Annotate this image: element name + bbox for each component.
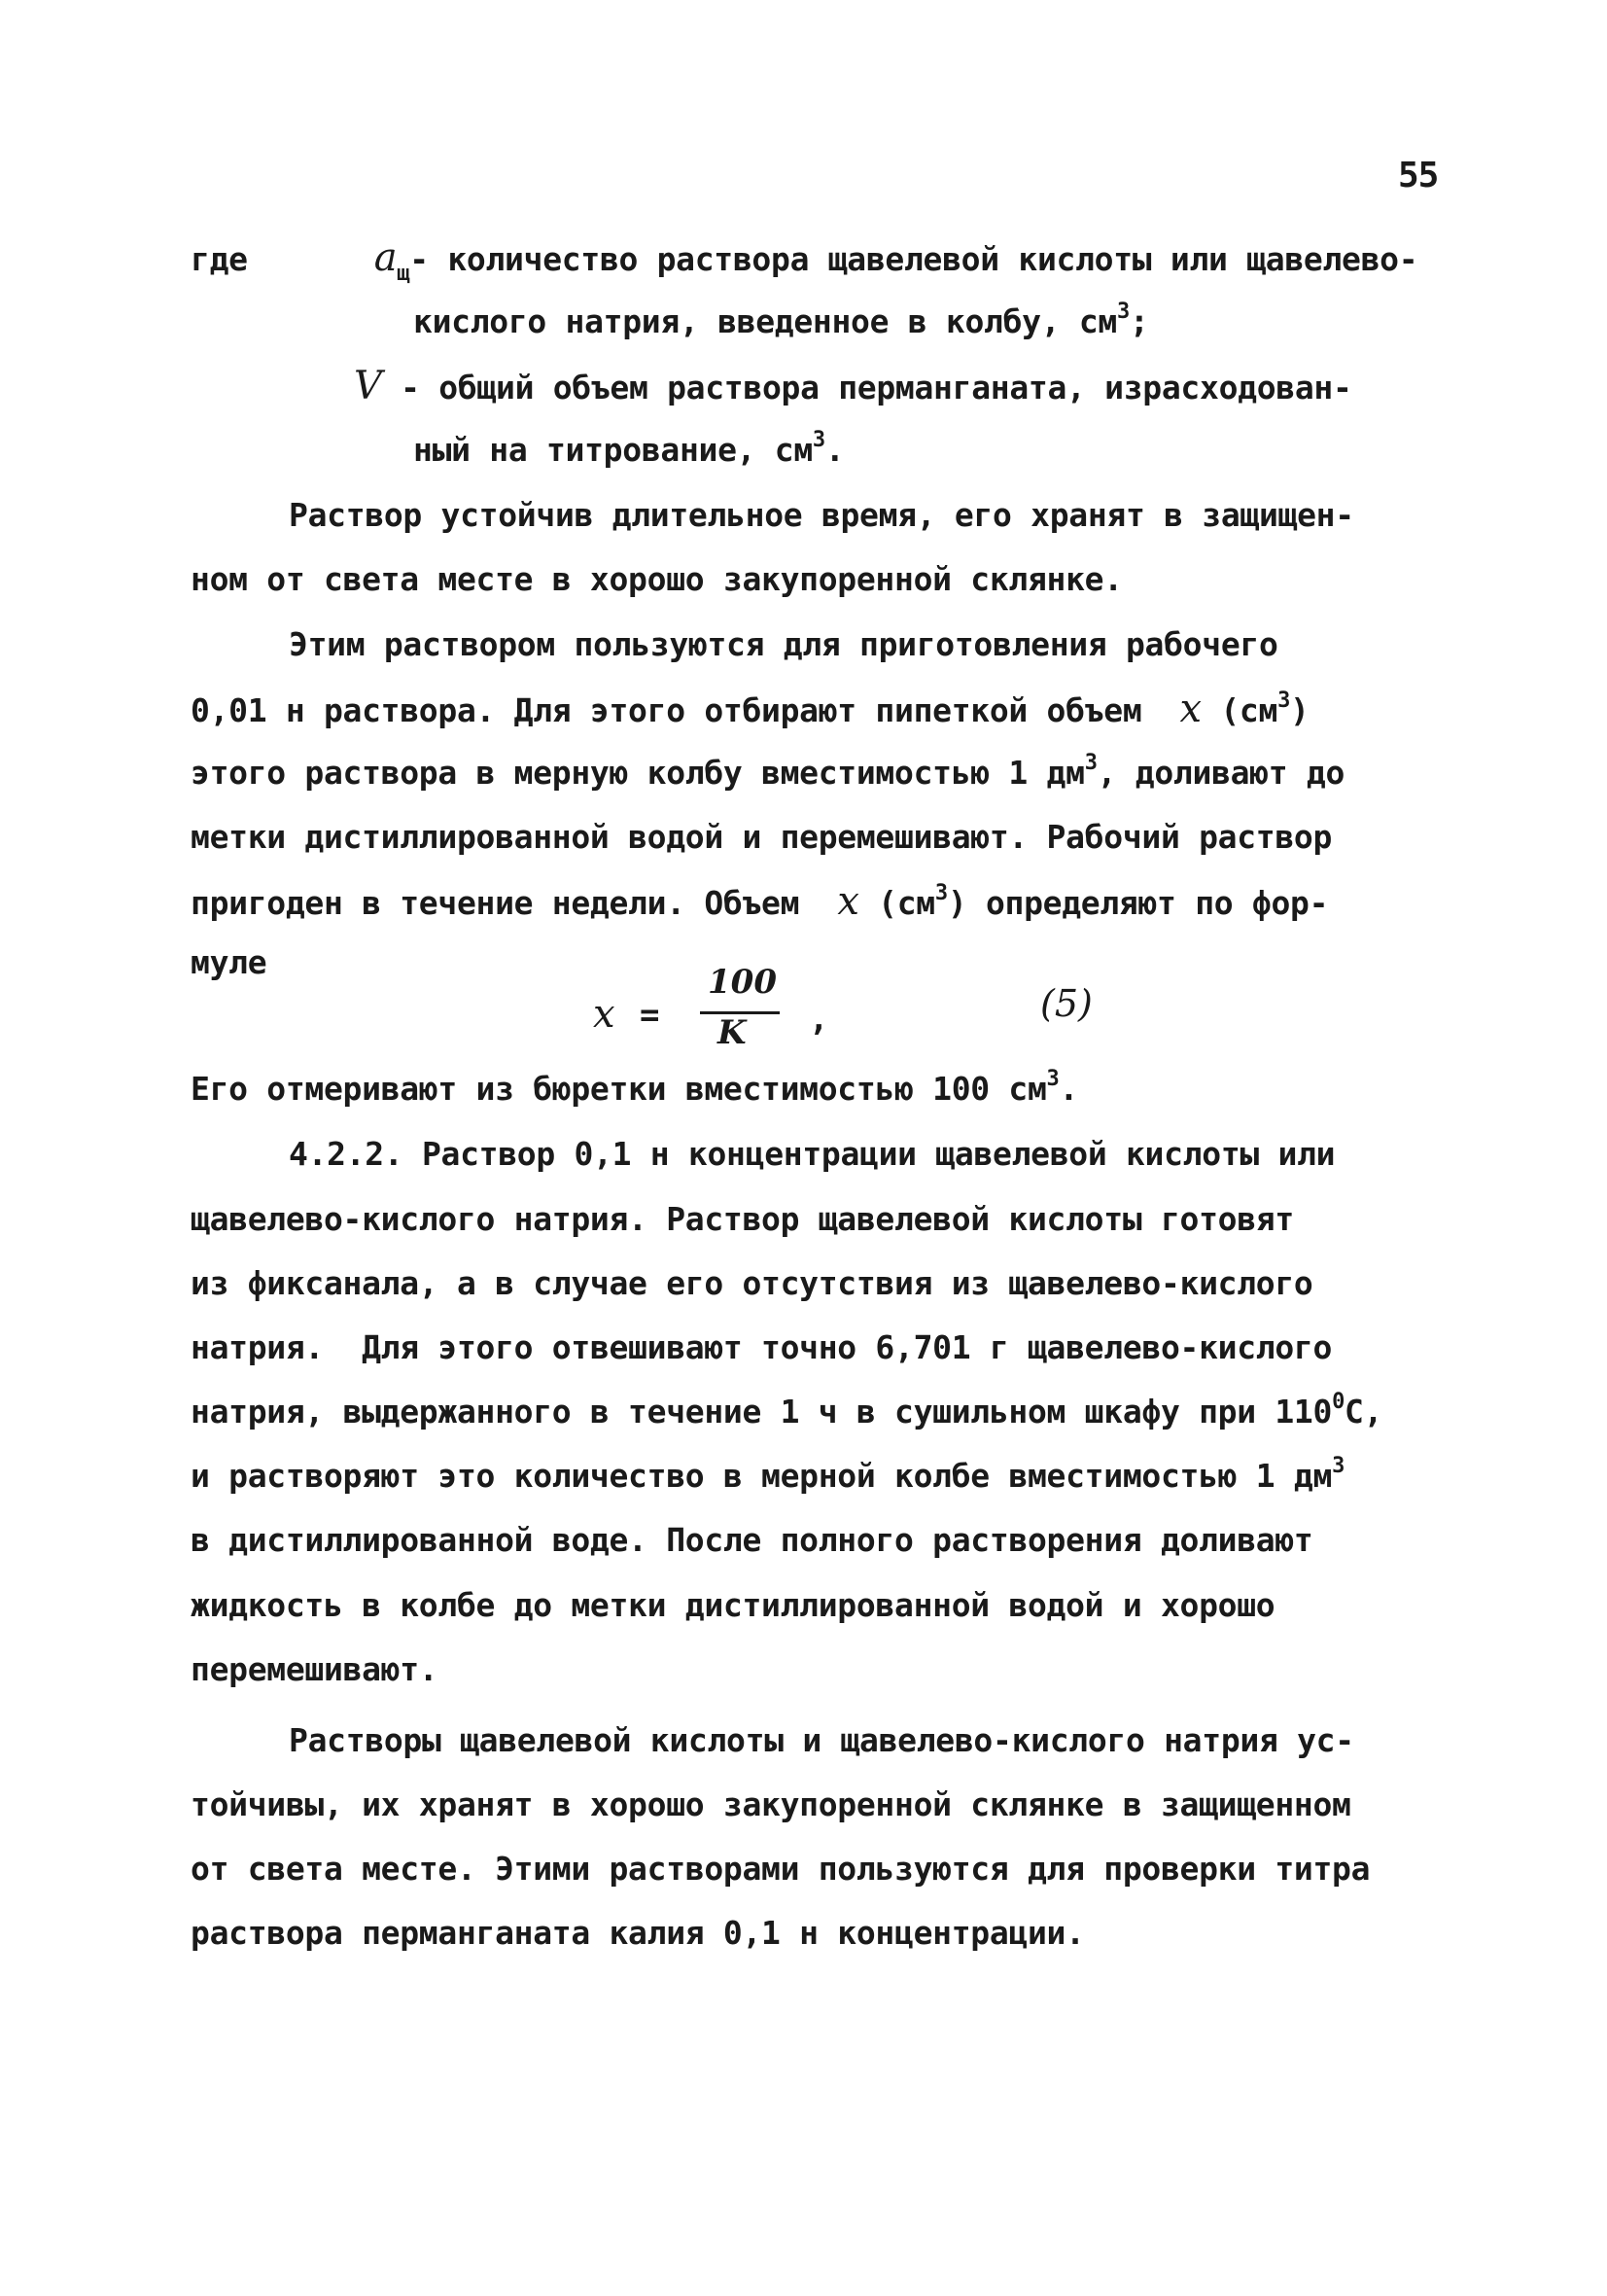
formula-denominator: K [717, 1013, 747, 1052]
text: и растворяют это количество в мерной колбе вместимостью 1 дм [191, 1457, 1333, 1495]
paragraph-1-line-1: Раствор устойчив длительное время, его хранят в защищен- [289, 496, 1354, 534]
text: ) определяют по фор- [947, 884, 1329, 922]
def2-line2: ный на титрование, см [413, 431, 813, 469]
text: ) [1290, 691, 1310, 729]
superscript: 3 [1084, 751, 1098, 775]
paragraph-4-line-4: раствора перманганата калия 0,1 н концентрации. [191, 1914, 1085, 1952]
where-definition-line-2 [413, 302, 1607, 341]
paragraph-3-line-7: в дистиллированной воде. После полного растворения доливают [191, 1521, 1313, 1559]
superscript: 3 [812, 428, 825, 452]
variable-a-subscript: щ [397, 262, 410, 286]
text: этого раствора в мерную колбу вместимостью 1 дм [191, 754, 1085, 792]
page-number: 55 [1398, 156, 1439, 195]
text: Его отмеривают из бюретки вместимостью 100 см [191, 1070, 1047, 1108]
paragraph-2-line-2 [191, 689, 1445, 730]
paragraph-3-line-4: натрия. Для этого отвешивают точно 6,701 г щавелево-кислого [191, 1328, 1333, 1366]
paragraph-3-line-3: из фиксанала, а в случае его отсутствия из щавелево-кислого [191, 1264, 1313, 1302]
variable-a: a [373, 235, 398, 280]
paragraph-2-line-3 [191, 751, 1445, 793]
paragraph-2-line-5 [191, 879, 1445, 924]
paragraph-3-line-8: жидкость в колбе до метки дистиллированной водой и хорошо [191, 1586, 1275, 1624]
after-formula-line [191, 1067, 1445, 1109]
punctuation: ; [1129, 302, 1149, 340]
superscript: 0 [1332, 1390, 1345, 1414]
def2-line1: - общий объем раствора перманганата, израсходован- [381, 369, 1352, 406]
text: (см [858, 884, 935, 922]
paragraph-4-line-1: Растворы щавелевой кислоты и щавелево-кислого натрия ус- [289, 1721, 1354, 1759]
def1-line1: - количество раствора щавелевой кислоты или щавелево- [409, 240, 1418, 278]
formula-number: (5) [1040, 982, 1093, 1025]
text: С, [1345, 1393, 1383, 1431]
text: пригоден в течение недели. Объем [191, 884, 838, 922]
paragraph-2-line-1: Этим раствором пользуются для приготовления рабочего [289, 625, 1278, 663]
superscript: 3 [1277, 689, 1291, 713]
where-word: где [191, 240, 248, 278]
where-definition-line-4 [413, 428, 1607, 470]
superscript: 3 [1046, 1067, 1060, 1091]
formula-lhs: x [593, 992, 615, 1037]
variable-v: V [354, 364, 382, 408]
paragraph-3-line-1: 4.2.2. Раствор 0,1 н концентрации щавелевой кислоты или [289, 1135, 1336, 1173]
paragraph-2-line-6: муле [191, 943, 267, 981]
superscript: 3 [1332, 1454, 1345, 1478]
superscript: 3 [934, 881, 948, 905]
formula-comma: , [809, 1000, 829, 1039]
paragraph-3-line-6 [191, 1454, 1445, 1496]
where-definition-line-3 [354, 364, 1607, 408]
variable-x: x [837, 879, 859, 924]
paragraph-4-line-2: тойчивы, их хранят в хорошо закупоренной склянке в защищенном [191, 1785, 1351, 1823]
paragraph-1-line-2: ном от света месте в хорошо закупоренной склянке. [191, 560, 1123, 598]
formula-5 [593, 963, 1176, 1079]
paragraph-4-line-3: от света месте. Этими растворами пользуются для проверки титра [191, 1850, 1371, 1888]
paragraph-3-line-9: перемешивают. [191, 1650, 438, 1688]
punctuation: . [824, 431, 845, 469]
paragraph-3-line-5 [191, 1390, 1445, 1431]
text: 0,01 н раствора. Для этого отбирают пипеткой объем [191, 691, 1180, 729]
formula-equals: = [640, 996, 660, 1035]
formula-numerator: 100 [708, 963, 777, 1002]
where-definition-line-1 [191, 235, 1445, 294]
superscript: 3 [1117, 300, 1130, 324]
punctuation: . [1059, 1070, 1079, 1108]
paragraph-2-line-4: метки дистиллированной водой и перемешивают. Рабочий раствор [191, 818, 1333, 856]
text: , доливают до [1097, 754, 1345, 792]
variable-x: x [1179, 687, 1202, 731]
def1-line2: кислого натрия, введенное в колбу, см [413, 302, 1118, 340]
paragraph-3-line-2: щавелево-кислого натрия. Раствор щавелевой кислоты готовят [191, 1200, 1294, 1238]
text: натрия, выдержанного в течение 1 ч в сушильном шкафу при 110 [191, 1393, 1333, 1431]
text: (см [1201, 691, 1278, 729]
